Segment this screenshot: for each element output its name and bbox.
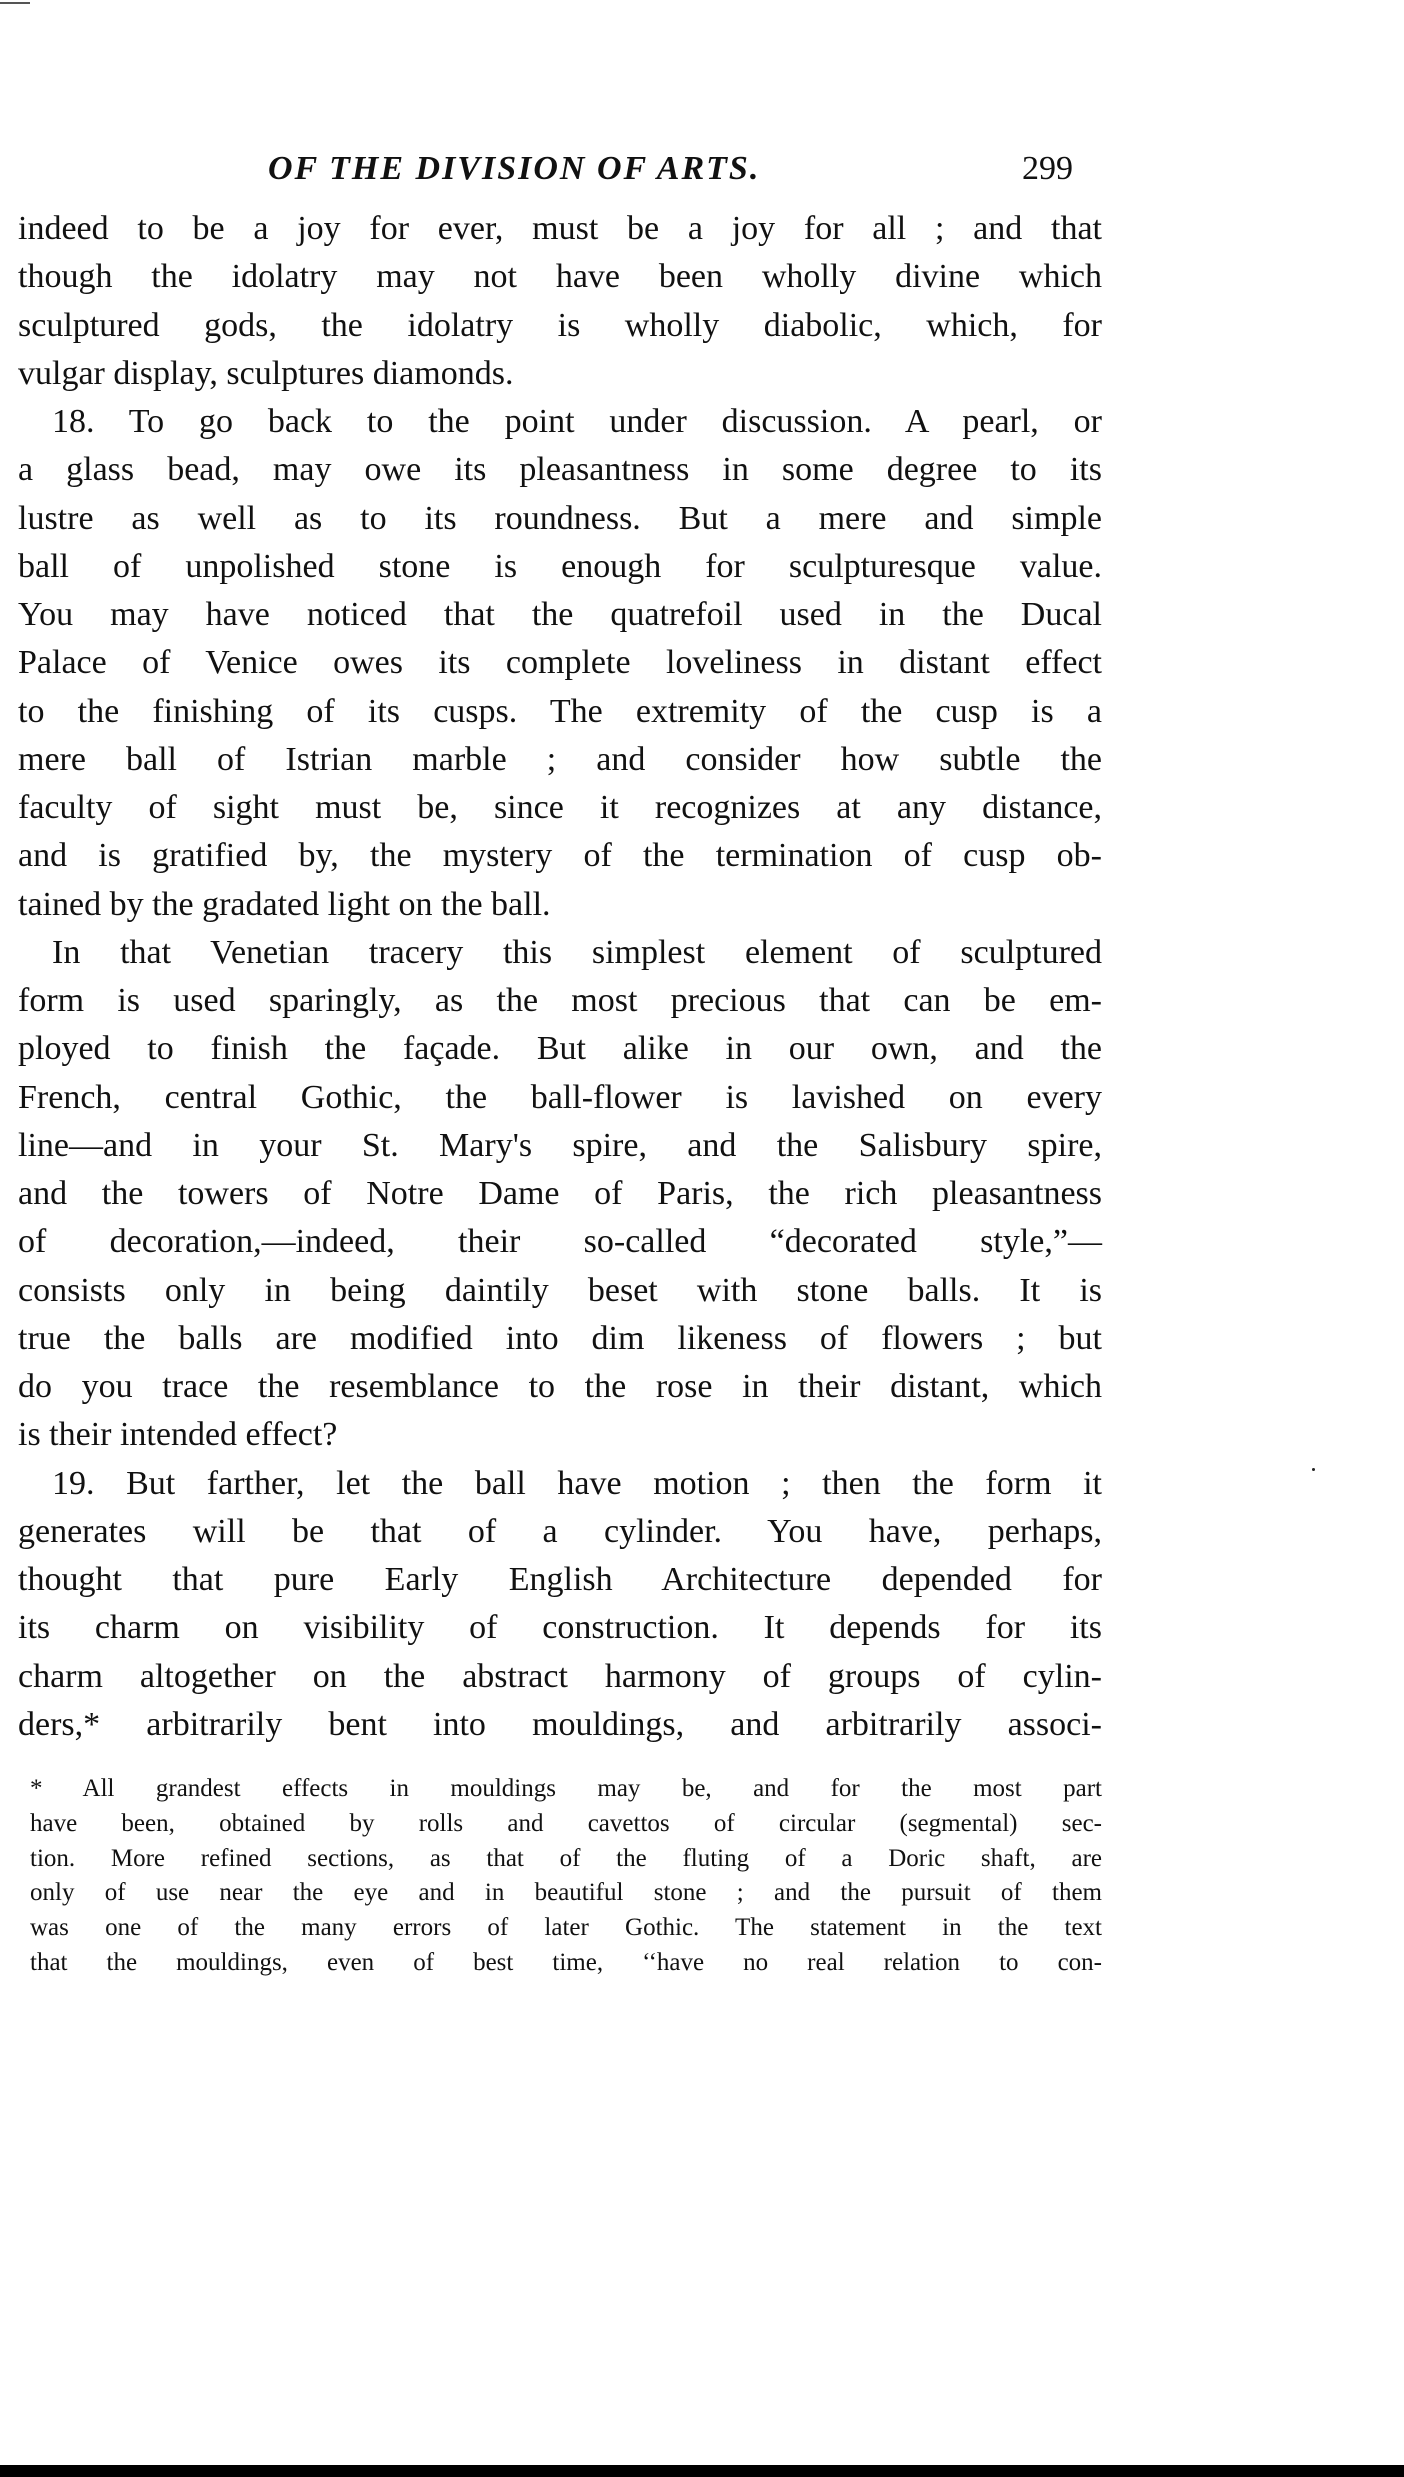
scan-speck: [1312, 1468, 1315, 1471]
running-title: OF THE DIVISION OF ARTS.: [268, 150, 761, 187]
footnote-line: have been, obtained by rolls and cavettos of circular (segmental) sec-: [30, 1809, 1102, 1837]
footnote-line: * All grandest effects in mouldings may be, and for the most part: [30, 1775, 1102, 1802]
body-line: is their intended effect?: [18, 1416, 338, 1454]
body-line: 18. To go back to the point under discussion. A pearl, or: [52, 403, 1102, 440]
body-line: charm altogether on the abstract harmony of groups of cylin-: [18, 1657, 1102, 1695]
body-line: and the towers of Notre Dame of Paris, the rich pleasantness: [18, 1175, 1102, 1212]
body-line: and is gratified by, the mystery of the termination of cusp ob-: [18, 837, 1102, 875]
body-line: to the finishing of its cusps. The extremity of the cusp is a: [18, 692, 1102, 730]
body-line: French, central Gothic, the ball-flower is lavished on every: [18, 1078, 1102, 1116]
page-number: 299: [1022, 150, 1073, 187]
body-line: Palace of Venice owes its complete loveliness in distant effect: [18, 644, 1102, 682]
body-line: consists only in being daintily beset with stone balls. It is: [18, 1271, 1102, 1309]
body-line: faculty of sight must be, since it recognizes at any distance,: [18, 789, 1102, 826]
scan-corner-mark: [0, 2, 30, 4]
body-text: [18, 205, 1102, 1749]
footnote-line: tion. More refined sections, as that of the fluting of a Doric shaft, are: [30, 1844, 1102, 1872]
body-line: In that Venetian tracery this simplest element of sculptured: [52, 933, 1102, 971]
body-line: mere ball of Istrian marble ; and consider how subtle the: [18, 740, 1102, 778]
footnote-line: that the mouldings, even of best time, ‘‘have no real relation to con-: [30, 1948, 1102, 1976]
body-line: though the idolatry may not have been wholly divine which: [18, 258, 1102, 296]
body-line: You may have noticed that the quatrefoil used in the Ducal: [18, 596, 1102, 633]
body-line: generates will be that of a cylinder. You have, perhaps,: [18, 1512, 1102, 1550]
footnote: [30, 1772, 1102, 1981]
body-line: sculptured gods, the idolatry is wholly diabolic, which, for: [18, 306, 1102, 344]
footnote-line: was one of the many errors of later Gothic. The statement in the text: [30, 1914, 1102, 1942]
body-line: ball of unpolished stone is enough for sculpturesque value.: [18, 547, 1102, 585]
body-line: a glass bead, may owe its pleasantness in some degree to its: [18, 451, 1102, 489]
body-line: line—and in your St. Mary's spire, and the Salisbury spire,: [18, 1126, 1102, 1164]
body-line: of decoration,—indeed, their so-called “decorated style,”—: [18, 1223, 1102, 1261]
body-line: 19. But farther, let the ball have motion ; then the form it: [52, 1464, 1102, 1502]
body-line: ders,* arbitrarily bent into mouldings, and arbitrarily associ-: [18, 1705, 1102, 1743]
body-line: tained by the gradated light on the ball.: [18, 885, 551, 923]
body-line: ployed to finish the façade. But alike in our own, and the: [18, 1030, 1102, 1068]
footnote-line: only of use near the eye and in beautiful stone ; and the pursuit of them: [30, 1879, 1102, 1907]
body-line: lustre as well as to its roundness. But a mere and simple: [18, 499, 1102, 537]
body-line: indeed to be a joy for ever, must be a joy for all ; and that: [18, 210, 1102, 247]
body-line: thought that pure Early English Architecture depended for: [18, 1561, 1102, 1598]
scan-bottom-edge: [0, 2465, 1404, 2477]
body-line: do you trace the resemblance to the rose in their distant, which: [18, 1368, 1102, 1405]
page-header: [0, 150, 1404, 200]
body-line: form is used sparingly, as the most precious that can be em-: [18, 982, 1102, 1019]
body-line: vulgar display, sculptures diamonds.: [18, 354, 514, 392]
body-line: true the balls are modified into dim likeness of flowers ; but: [18, 1319, 1102, 1357]
body-line: its charm on visibility of construction. It depends for its: [18, 1609, 1102, 1647]
